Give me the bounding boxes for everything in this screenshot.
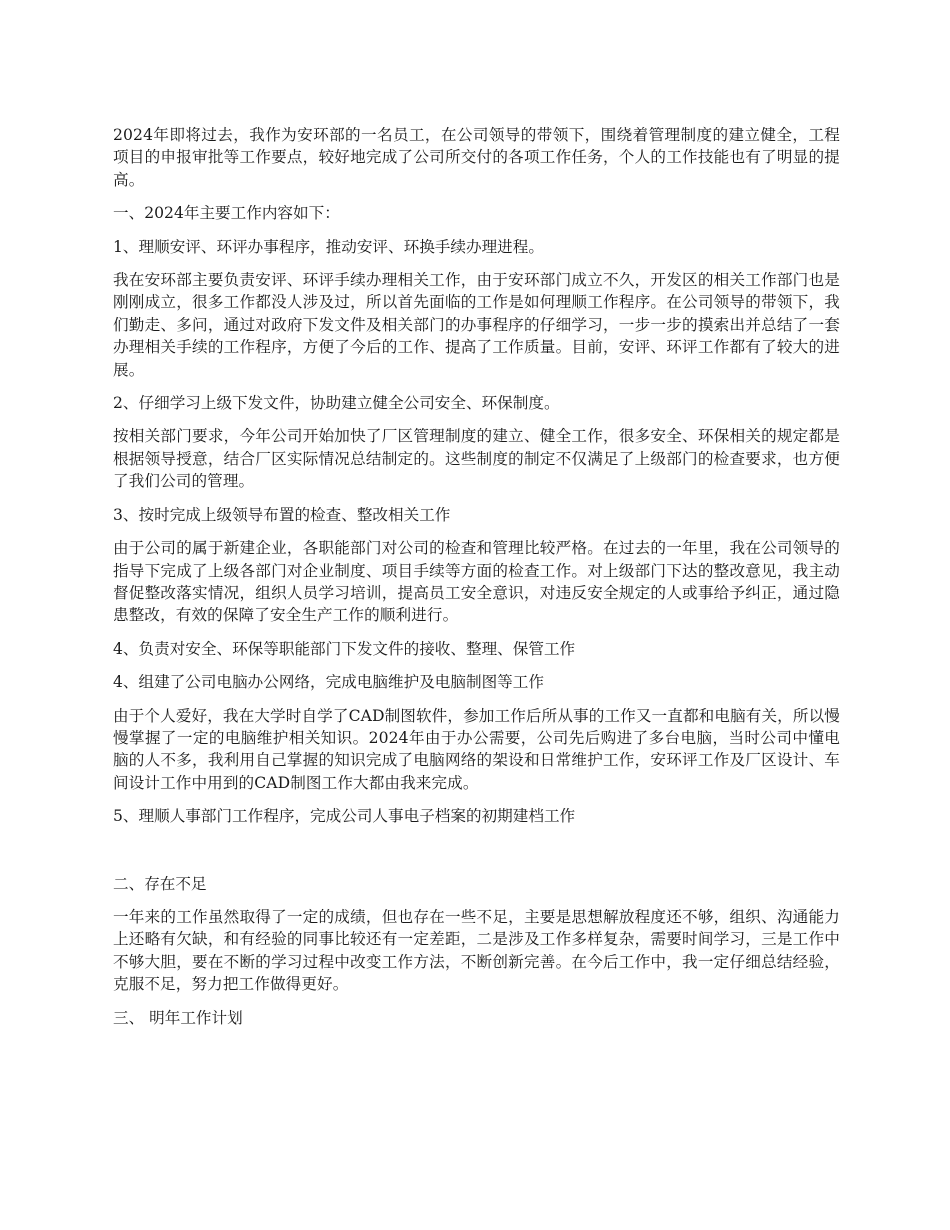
- item-3-title: 3、按时完成上级领导布置的检查、整改相关工作: [113, 505, 451, 524]
- item-2-title: 2、仔细学习上级下发文件，协助建立健全公司安全、环保制度。: [113, 394, 560, 413]
- item-1-title: 1、理顺安评、环评办事程序，推动安评、环换手续办理进程。: [113, 237, 544, 256]
- item-4b-title: 4、组建了公司电脑办公网络，完成电脑维护及电脑制图等工作: [113, 673, 544, 692]
- item-5-title: 5、理顺人事部门工作程序，完成公司人事电子档案的初期建档工作: [113, 807, 576, 826]
- item-4a-title: 4、负责对安全、环保等职能部门下发文件的接收、整理、保管工作: [113, 639, 576, 658]
- item-4b-body: 由于个人爱好，我在大学时自学了CAD制图软件，参加工作后所从事的工作又一直都和电脑有关，所以慢慢掌握了一定的电脑维护相关知识。2024年由于办公需要，公司先后购进了多台电脑，当时公司中懂电脑的人不多，我利用自己掌握的知识完成了电脑网络的架设和日常维护工作，安环评工作及厂区设计、车间设计工作中用到的CAD制图工作大都由我来完成。: [113, 706, 840, 792]
- section-2-body: 一年来的工作虽然取得了一定的成绩，但也存在一些不足，主要是思想解放程度还不够，组织、沟通能力上还略有欠缺，和有经验的同事比较还有一定差距，二是涉及工作多样复杂，需要时间学习，三是工作中不够大胆，要在不断的学习过程中改变工作方法，不断创新完善。在今后工作中，我一定仔细总结经验，克服不足，努力把工作做得更好。: [113, 907, 840, 994]
- item-1-body: 我在安环部主要负责安评、环评手续办理相关工作，由于安环部门成立不久，开发区的相关工作部门也是刚刚成立，很多工作都没人涉及过，所以首先面临的工作是如何理顺工作程序。在公司领导的带领下，我们勤走、多问，通过对政府下发文件及相关部门的办事程序的仔细学习，一步一步的摸索出并总结了一套办理相关手续的工作程序，方便了今后的工作、提高了工作质量。目前，安评、环评工作都有了较大的进展。: [113, 271, 840, 379]
- section-heading-1: 一、2024年主要工作内容如下：: [113, 204, 340, 223]
- item-3-body: 由于公司的属于新建企业，各职能部门对公司的检查和管理比较严格。在过去的一年里，我在公司领导的指导下完成了上级各部门对企业制度、项目手续等方面的检查工作。对上级部门下达的整改意见，我主动督促整改落实情况，组织人员学习培训，提高员工安全意识，对违反安全规定的人或事给予纠正，通过隐患整改，有效的保障了安全生产工作的顺利进行。: [113, 539, 840, 625]
- document-body: [113, 124, 840, 1040]
- item-2-body: 按相关部门要求，今年公司开始加快了厂区管理制度的建立、健全工作，很多安全、环保相关的规定都是根据领导授意，结合厂区实际情况总结制定的。这些制度的制定不仅满足了上级部门的检查要求，也方便了我们公司的管理。: [113, 427, 840, 491]
- section-heading-3: 三、 明年工作计划: [113, 1008, 243, 1027]
- intro-paragraph: 2024年即将过去，我作为安环部的一名员工，在公司领导的带领下，围绕着管理制度的建立健全，工程项目的申报审批等工作要点，较好地完成了公司所交付的各项工作任务，个人的工作技能也有了明显的提高。: [113, 126, 840, 189]
- spacer: [113, 839, 840, 873]
- section-heading-2: 二、存在不足: [113, 874, 207, 893]
